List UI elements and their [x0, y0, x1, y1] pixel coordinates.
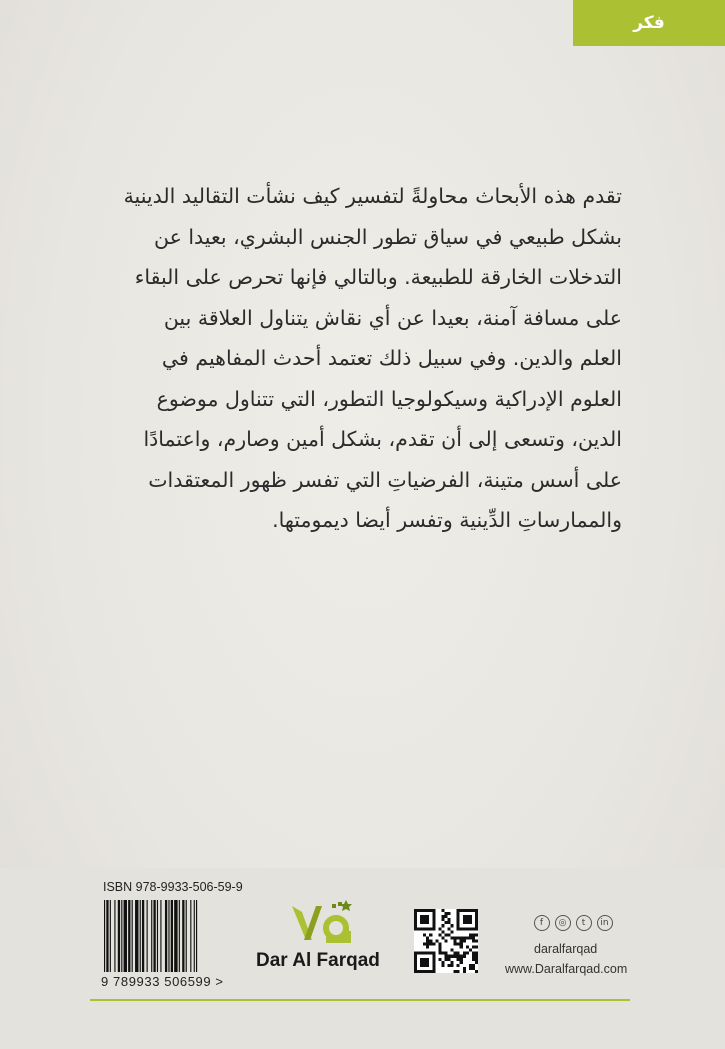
website-link[interactable]: www.Daralfarqad.com: [505, 962, 628, 976]
blurb-line: العلوم الإدراكية وسيكولوجيا التطور، التي تتناول موضوع: [156, 386, 622, 411]
social-icons: [528, 915, 618, 933]
barcode: [104, 900, 232, 972]
blurb-line: الدين، وتسعى إلى أن تقدم، بشكل أمين وصارم، واعتمادًا: [143, 427, 622, 451]
barcode-digits: 9 789933 506599 >: [101, 974, 224, 989]
linkedin-icon[interactable]: in: [597, 915, 613, 931]
qr-code: [413, 909, 479, 973]
blurb-line: العلم والدين. وفي سبيل ذلك تعتمد أحدث المفاهيم في: [161, 346, 622, 370]
twitter-icon[interactable]: t: [576, 915, 592, 931]
social-handle: daralfarqad: [534, 942, 598, 956]
blurb-line: على أسس متينة، الفرضياتِ التي تفسر ظهور المعتقدات: [148, 467, 622, 492]
publisher-logo-icon: [286, 900, 356, 950]
footer-divider: [90, 999, 630, 1001]
facebook-icon[interactable]: f: [534, 915, 550, 931]
blurb-line: تقدم هذه الأبحاث محاولةً لتفسير كيف نشأت التقاليد الدينية: [123, 184, 622, 208]
category-label: فكر: [633, 13, 665, 33]
blurb-text: [92, 176, 622, 541]
instagram-icon[interactable]: ◎: [555, 915, 571, 931]
blurb-line: على مسافة آمنة، بعيدا عن أي نقاش يتناول العلاقة بين: [163, 305, 622, 330]
isbn-text: ISBN 978-9933-506-59-9: [103, 880, 243, 894]
publisher-name: Dar Al Farqad: [256, 950, 380, 971]
category-tag: [573, 0, 725, 46]
blurb-line: والممارساتِ الدِّينية وتفسر أيضا ديمومتها.: [272, 508, 622, 532]
blurb-line: التدخلات الخارقة للطبيعة. وبالتالي فإنها تحرص على البقاء: [134, 265, 622, 289]
blurb-line: بشكل طبيعي في سياق تطور الجنس البشري، بعيدا عن: [153, 224, 622, 249]
